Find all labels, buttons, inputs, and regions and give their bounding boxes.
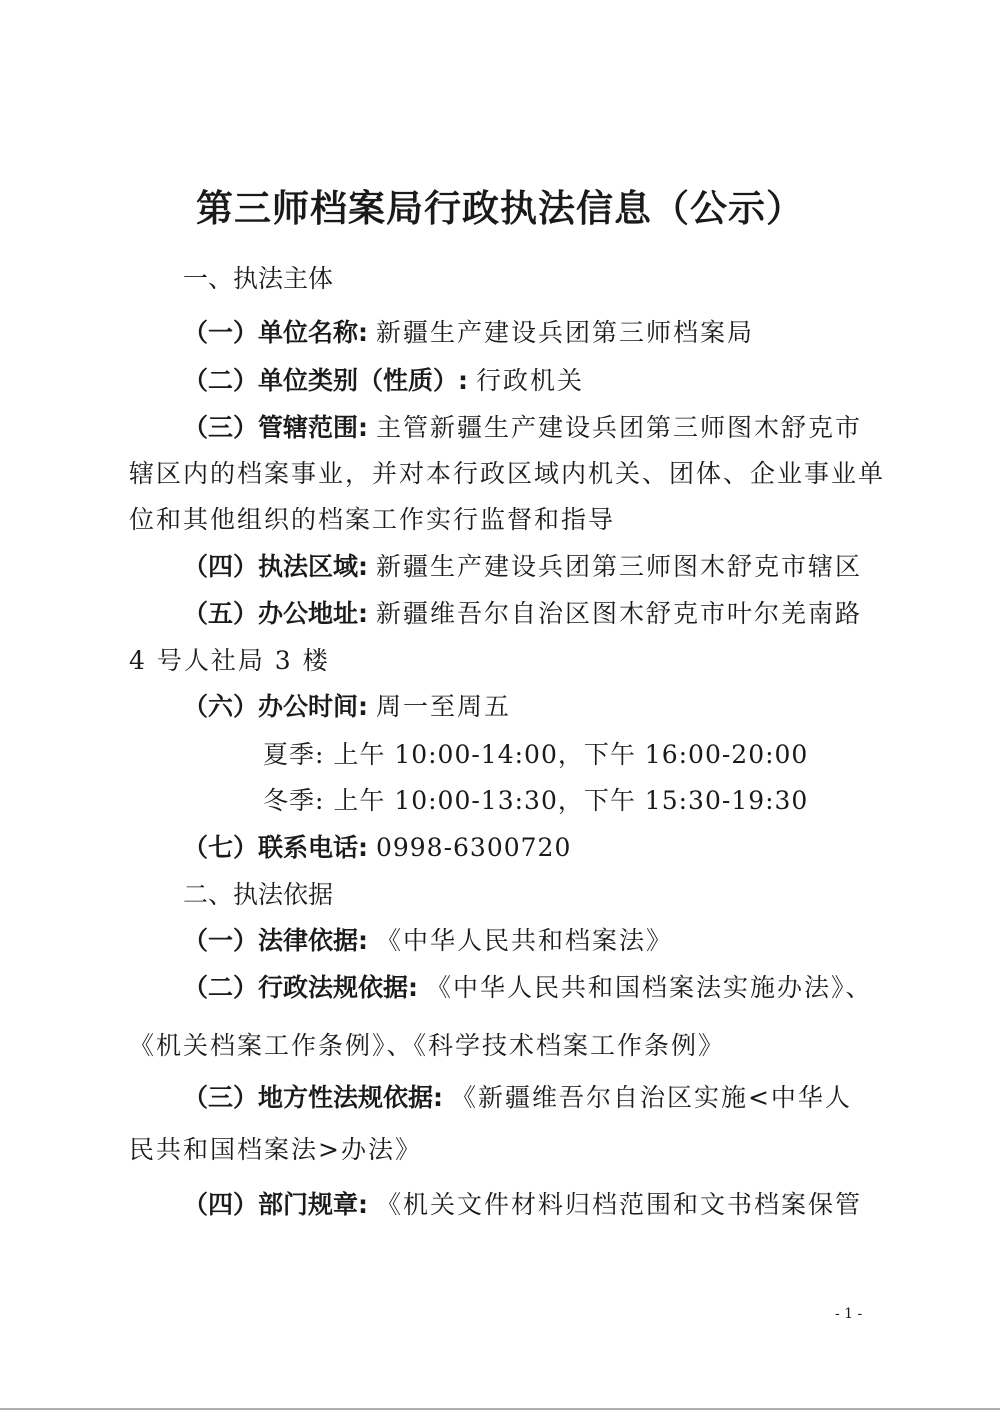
item-text: 新疆生产建设兵团第三师图木舒克市辖区 xyxy=(375,552,862,581)
item-label: （七）联系电话: xyxy=(183,833,368,862)
item-text: 主管新疆生产建设兵团第三师图木舒克市 xyxy=(375,413,862,442)
item-jurisdiction xyxy=(183,411,862,445)
item-law xyxy=(183,924,673,958)
scan-edge-divider xyxy=(0,1408,1000,1410)
item-unit-type xyxy=(183,364,584,398)
item-jurisdiction-cont: 位和其他组织的档案工作实行监督和指导 xyxy=(129,505,616,534)
document-title: 第三师档案局行政执法信息（公示） xyxy=(196,186,804,230)
item-label: （三）管辖范围: xyxy=(183,413,368,442)
item-text: 0998-6300720 xyxy=(375,833,572,862)
item-text: 新疆维吾尔自治区图木舒克市叶尔羌南路 xyxy=(375,599,862,628)
item-text: 《新疆维吾尔自治区实施<中华人 xyxy=(450,1083,852,1112)
item-text: 周一至周五 xyxy=(375,692,511,721)
item-label: （二）行政法规依据: xyxy=(183,973,418,1002)
item-rules xyxy=(183,1188,862,1222)
item-unit-name xyxy=(183,316,754,350)
item-local xyxy=(183,1081,852,1115)
item-jurisdiction-cont: 辖区内的档案事业，并对本行政区域内机关、团体、企业事业单 xyxy=(129,459,886,488)
item-text: 新疆生产建设兵团第三师档案局 xyxy=(375,318,754,347)
item-regulations xyxy=(183,971,872,1005)
item-label: （六）办公时间: xyxy=(183,692,368,721)
item-address-cont: 4 号人社局 3 楼 xyxy=(129,646,330,675)
item-regulations-cont: 《机关档案工作条例》、《科学技术档案工作条例》 xyxy=(129,1031,726,1060)
item-text: 《中华人民共和国档案法实施办法》、 xyxy=(425,973,873,1002)
item-label: （五）办公地址: xyxy=(183,599,368,628)
section-heading-basis: 二、执法依据 xyxy=(183,880,334,909)
hours-summer: 夏季: 上午 10:00-14:00，下午 16:00-20:00 xyxy=(263,740,809,769)
item-label: （一）法律依据: xyxy=(183,926,368,955)
item-text: 行政机关 xyxy=(475,366,584,395)
item-area xyxy=(183,550,862,584)
item-label: （三）地方性法规依据: xyxy=(183,1083,443,1112)
item-local-cont: 民共和国档案法>办法》 xyxy=(129,1135,422,1164)
item-label: （一）单位名称: xyxy=(183,318,368,347)
item-label: （二）单位类别（性质）: xyxy=(183,366,468,395)
item-label: （四）执法区域: xyxy=(183,552,368,581)
page-number: - 1 - xyxy=(835,1306,863,1322)
item-address xyxy=(183,597,862,631)
hours-winter: 冬季: 上午 10:00-13:30，下午 15:30-19:30 xyxy=(263,786,809,815)
item-phone xyxy=(183,831,571,865)
item-text: 《中华人民共和档案法》 xyxy=(375,926,673,955)
section-heading-subject: 一、执法主体 xyxy=(183,264,334,293)
item-label: （四）部门规章: xyxy=(183,1190,368,1219)
item-text: 《机关文件材料归档范围和文书档案保管 xyxy=(375,1190,862,1219)
item-hours xyxy=(183,690,511,724)
